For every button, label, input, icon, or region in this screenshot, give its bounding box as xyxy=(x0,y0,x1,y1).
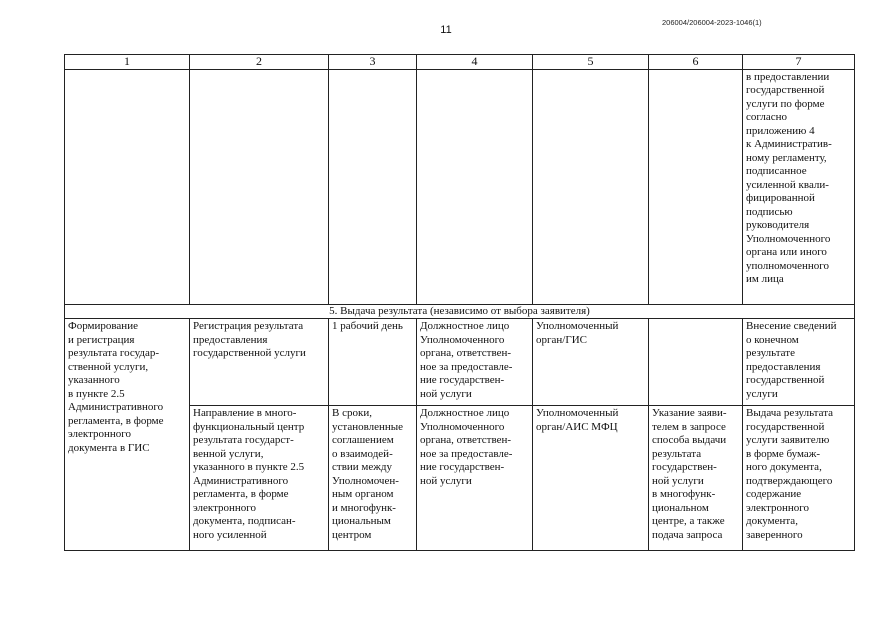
header-cell: 3 xyxy=(329,55,417,70)
empty-cell xyxy=(329,69,417,304)
section-row xyxy=(65,304,855,319)
criteria-cell: Указание заяви- телем в запросе способа выдачи результата государствен- ной услуги в многофунк- циональном центре, а также подача запроса xyxy=(649,406,743,551)
action-cell: Регистрация результата предоставления государственной услуги xyxy=(190,319,329,406)
table-row xyxy=(65,319,855,406)
document-id: 206004/206004-2023-1046(1) xyxy=(662,18,762,27)
result-cell: Внесение сведений о конечном результате предоставления государственной услуги xyxy=(743,319,855,406)
empty-cell xyxy=(533,69,649,304)
header-cell: 7 xyxy=(743,55,855,70)
header-cell: 1 xyxy=(65,55,190,70)
empty-cell xyxy=(65,69,190,304)
system-cell: Уполномоченный орган/АИС МФЦ xyxy=(533,406,649,551)
term-cell: 1 рабочий день xyxy=(329,319,417,406)
action-cell: Направление в много- функциональный центр результата государст- венной услуги, указанного в пункте 2.5 Административного регламента, в форме электронного документа, подписан- ного усиленной xyxy=(190,406,329,551)
header-row xyxy=(65,55,855,70)
header-cell: 4 xyxy=(417,55,533,70)
system-cell: Уполномоченный орган/ГИС xyxy=(533,319,649,406)
responsible-cell: Должностное лицо Уполномоченного органа, ответствен- ное за предоставле- ние государствен- ной услуги xyxy=(417,319,533,406)
empty-cell xyxy=(417,69,533,304)
section-title: 5. Выдача результата (независимо от выбора заявителя) xyxy=(65,304,855,319)
term-cell: В сроки, установленные соглашением о взаимодей- ствии между Уполномочен- ным органом и многофунк- циональным центром xyxy=(329,406,417,551)
header-cell: 6 xyxy=(649,55,743,70)
result-cell: Выдача результата государственной услуги заявителю в форме бумаж- ного документа, подтверждающего содержание электронного документа, заверенного xyxy=(743,406,855,551)
regulation-table xyxy=(64,54,855,551)
criteria-cell xyxy=(649,319,743,406)
responsible-cell: Должностное лицо Уполномоченного органа, ответствен- ное за предоставле- ние государствен- ной услуги xyxy=(417,406,533,551)
empty-cell xyxy=(649,69,743,304)
header-cell: 2 xyxy=(190,55,329,70)
page-number: 11 xyxy=(440,24,452,36)
header-cell: 5 xyxy=(533,55,649,70)
empty-cell xyxy=(190,69,329,304)
result-continuation-cell: в предоставлении государственной услуги по форме согласно приложению 4 к Административ- ному регламенту, подписанное усиленной квали- фицированной подписью руководителя Уполномоченного органа или иного уполномоченного им лица xyxy=(743,69,855,304)
procedure-basis-cell: Формирование и регистрация результата государ- ственной услуги, указанного в пункте 2.5 Административного регламента, в форме электронного документа в ГИС xyxy=(65,319,190,551)
continuation-row xyxy=(65,69,855,304)
